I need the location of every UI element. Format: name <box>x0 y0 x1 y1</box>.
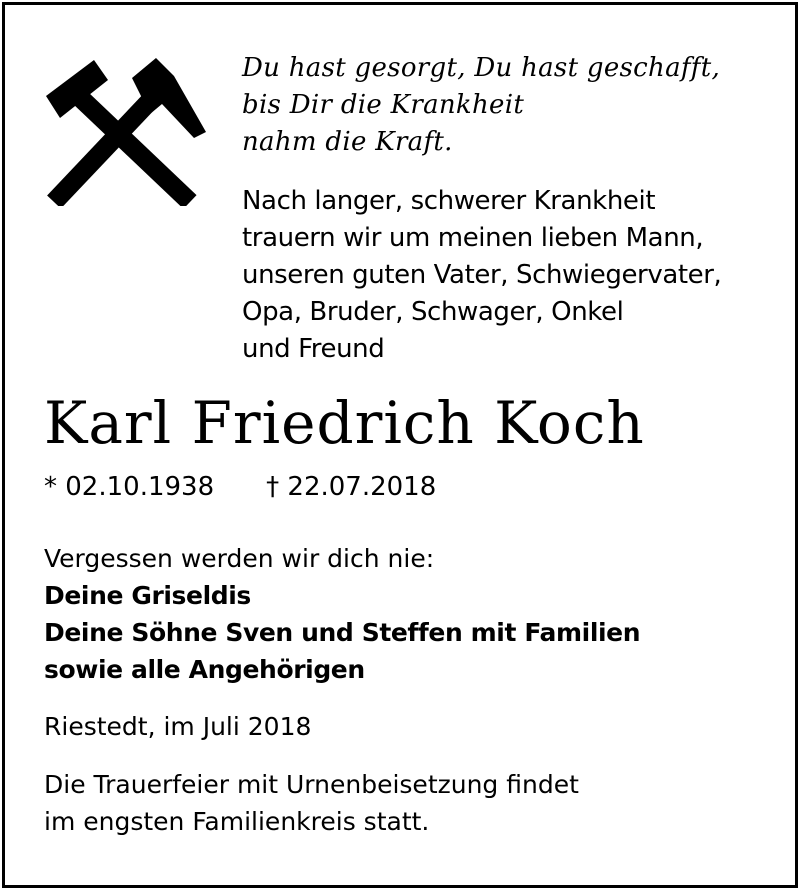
intro-line: und Freund <box>242 334 385 364</box>
intro-line: Nach langer, schwerer Krankheit <box>242 186 656 216</box>
mourners-intro: Vergessen werden wir dich nie: <box>44 544 435 573</box>
poem <box>242 50 772 161</box>
mourners <box>44 540 774 688</box>
intro-line: Opa, Bruder, Schwager, Onkel <box>242 297 624 327</box>
funeral-line: im engsten Familienkreis statt. <box>44 807 430 836</box>
mourner-line: Deine Griseldis <box>44 581 251 610</box>
intro-text <box>242 183 772 368</box>
funeral-line: Die Trauerfeier mit Urnenbeisetzung findet <box>44 770 579 799</box>
deceased-name: Karl Friedrich Koch <box>44 389 645 457</box>
poem-line: nahm die Kraft. <box>242 127 453 157</box>
poem-line: Du hast gesorgt, Du hast geschafft, <box>242 53 721 83</box>
place-date: Riestedt, im Juli 2018 <box>44 712 312 741</box>
life-dates <box>44 470 436 504</box>
funeral-note <box>44 766 579 840</box>
death-date: † 22.07.2018 <box>266 472 437 502</box>
hammer-and-pick-icon <box>44 56 214 206</box>
mourner-line: sowie alle Angehörigen <box>44 655 365 684</box>
intro-line: unseren guten Vater, Schwiegervater, <box>242 260 722 290</box>
poem-line: bis Dir die Krankheit <box>242 90 525 120</box>
intro-line: trauern wir um meinen lieben Mann, <box>242 223 704 253</box>
mourner-line: Deine Söhne Sven und Steffen mit Familien <box>44 618 641 647</box>
birth-date: * 02.10.1938 <box>44 472 215 502</box>
